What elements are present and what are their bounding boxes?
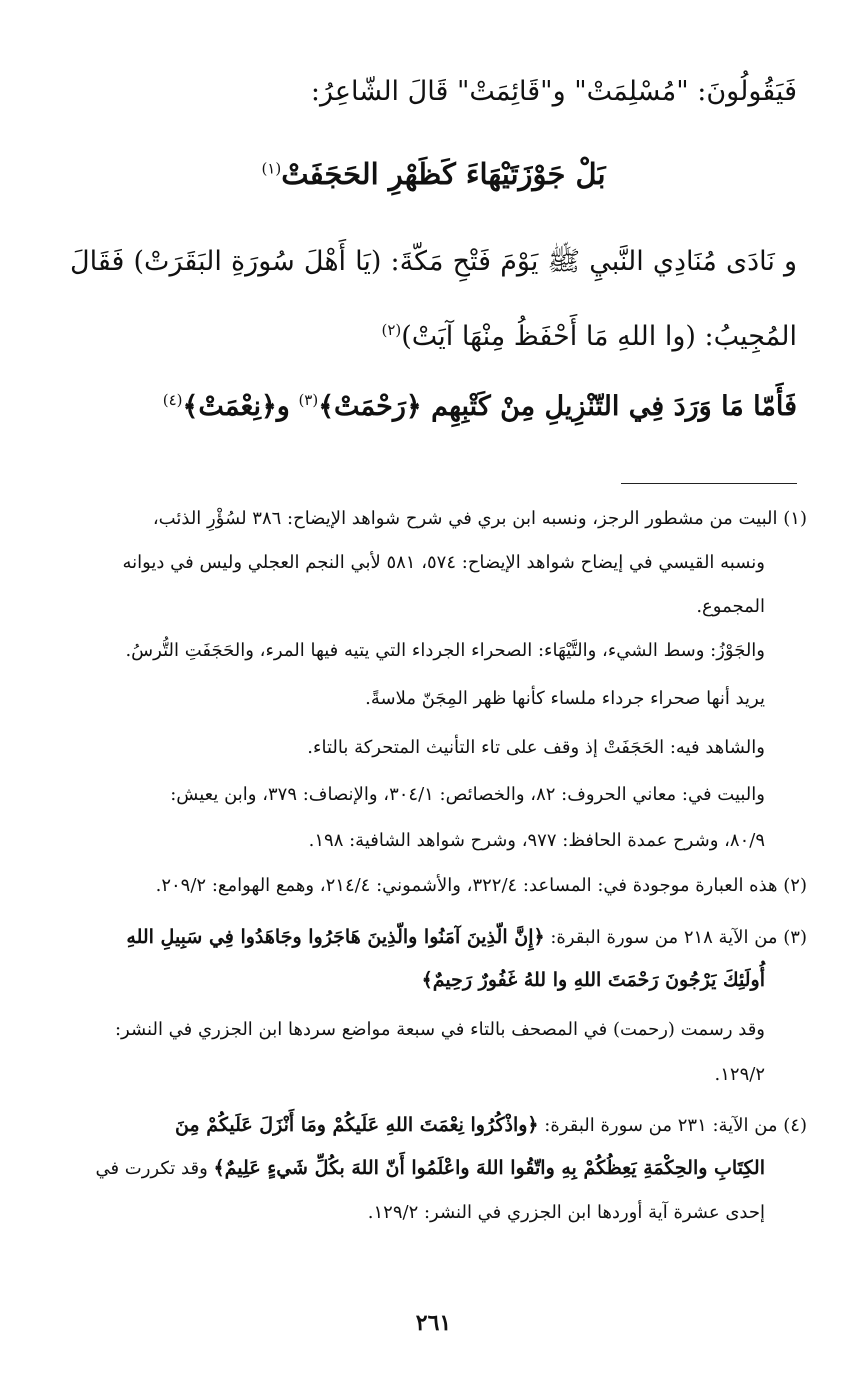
footnote-4-line-3-text: إحدى عشرة آية أوردها ابن الجزري في النشر: ١٢٩/٢.: [367, 1202, 765, 1223]
footnote-1-line-6: [80, 733, 765, 763]
footnote-3-line-3: [80, 1015, 765, 1045]
footnote-1-line-7: [80, 780, 765, 810]
footnote-ref-3[interactable]: (٣): [298, 391, 319, 409]
page-number: ٢٦١: [415, 1310, 452, 1336]
main-text-line-1: [70, 70, 797, 114]
footnote-4-line-2-text: وقد تكررت في: [95, 1158, 208, 1179]
main-text-line-4-quran-word: و﴿نِعْمَتْ﴾: [182, 391, 290, 422]
footnote-4-quran-quote-2: الكِتَابِ والحِكْمَةِ يَعِظُكُمْ بِهِ واتّقُوا اللهَ واعْلَمُوا أَنّ اللهَ بكُلِّ شَيءٍ عَلِيمٌ﴾: [213, 1157, 765, 1179]
main-text-line-4-text: فَأَمّا مَا وَرَدَ فِي التّنْزِيلِ مِنْ كَتْبِهِم ﴿رَحْمَتْ﴾: [318, 391, 797, 422]
footnote-1-line-8: [80, 826, 765, 856]
footnote-3-quran-quote-1: ﴿إِنَّ الّذِينَ آمَنُوا والّذِينَ هَاجَرُوا وجَاهَدُوا فِي سَبِيلِ اللهِ: [126, 926, 545, 948]
main-text-line-1-text: فَيَقُولُونَ: "مُسْلِمَتْ" و"قَائِمَتْ" قَالَ الشّاعِرُ:: [310, 76, 797, 107]
footnote-3-quran-quote-2: أُولَئِكَ يَرْجُونَ رَحْمَتَ اللهِ وا للهُ غَفُورٌ رَحِيمٌ﴾: [421, 969, 765, 991]
main-text-line-3-text: المُجِيبُ: (وا اللهِ مَا أَحْفَظُ مِنْهَا آيَتْ): [401, 321, 797, 352]
main-text-line-4: [70, 385, 797, 429]
footnote-ref-2[interactable]: (٢): [381, 321, 402, 339]
footnote-1-line-2-text: ونسبه القيسي في إيضاح شواهد الإيضاح: ٥٧٤، ٥٨١ لأبي النجم العجلي وليس في ديوانه: [122, 552, 765, 573]
footnote-3-line-2: [80, 965, 765, 996]
main-text-line-2-text: و نَادَى مُنَادِي النَّبيِ ﷺ يَوْمَ فَتْحِ مَكّةَ: (يَا أَهْلَ سُورَةِ البَقَرَتْ) فَقَالَ: [70, 246, 797, 277]
main-text-line-3: [70, 315, 797, 359]
footnote-2-line-1: [80, 871, 807, 901]
footnote-1-line-6-text: والشاهد فيه: الحَجَفَتْ إذ وقف على تاء التأنيث المتحركة بالتاء.: [307, 737, 765, 758]
footnote-ref-1[interactable]: (١): [261, 159, 282, 178]
footnote-1-line-8-text: ٨٠/٩، وشرح عمدة الحافظ: ٩٧٧، وشرح شواهد الشافية: ١٩٨.: [308, 830, 765, 851]
main-text-line-2: [70, 240, 797, 284]
footnote-3-line-4-text: ١٢٩/٢.: [714, 1064, 765, 1085]
footnote-1-line-1: [80, 504, 807, 534]
footnote-separator: [621, 483, 797, 484]
footnote-1-line-7-text: والبيت في: معاني الحروف: ٨٢، والخصائص: ٣٠٤/١، والإنصاف: ٣٧٩، وابن يعيش:: [170, 784, 765, 805]
footnote-2-line-1-text: (٢) هذه العبارة موجودة في: المساعد: ٣٢٢/٤، والأشموني: ٢١٤/٤، وهمع الهوامع: ٢٠٩/٢.: [155, 875, 807, 896]
footnote-1-line-1-text: (١) البيت من مشطور الرجز، ونسبه ابن بري في شرح شواهد الإيضاح: ٣٨٦ لسُؤْرِ الذئب،: [152, 508, 807, 529]
footnote-1-line-5-text: يريد أنها صحراء جرداء ملساء كأنها ظهر المِجَنّ ملاسةً.: [365, 688, 765, 709]
footnote-1-line-3: [80, 592, 765, 622]
footnote-4-quran-quote-1: ﴿واذْكُرُوا نِعْمَتَ اللهِ عَلَيكُمْ ومَا أَنْزَلَ عَلَيكُمْ مِنَ: [174, 1114, 539, 1136]
footnote-3-line-1: [80, 922, 807, 953]
footnote-3-line-3-text: وقد رسمت (رحمت) في المصحف بالتاء في سبعة مواضع سردها ابن الجزري في النشر:: [114, 1019, 765, 1040]
footnote-4-line-1: [80, 1110, 807, 1141]
poetry-verse: [0, 150, 867, 198]
footnote-1-line-2: [80, 548, 765, 578]
footnote-4-line-3: [80, 1198, 765, 1228]
footnote-3-line-4: [80, 1060, 765, 1090]
footnote-ref-4[interactable]: (٤): [162, 391, 183, 409]
footnote-4-line-1-text: (٤) من الآية: ٢٣١ من سورة البقرة:: [544, 1115, 807, 1136]
footnote-1-line-4: [80, 636, 765, 666]
footnote-1-line-5: [80, 684, 765, 714]
footnote-1-line-4-text: والجَوْزُ: وسط الشيء، والتَّيْهَاء: الصحراء الجرداء التي يتيه فيها المرء، والحَجَفَتِ التُّرسُ.: [125, 640, 765, 661]
footnote-1-line-3-text: المجموع.: [696, 596, 765, 617]
footnote-3-line-1-text: (٣) من الآية ٢١٨ من سورة البقرة:: [550, 927, 807, 948]
poetry-verse-text: بَلْ جَوْزَتَيْهَاءَ كَظَهْرِ الحَجَفَتْ: [281, 157, 606, 191]
footnote-4-line-2: [80, 1153, 765, 1184]
